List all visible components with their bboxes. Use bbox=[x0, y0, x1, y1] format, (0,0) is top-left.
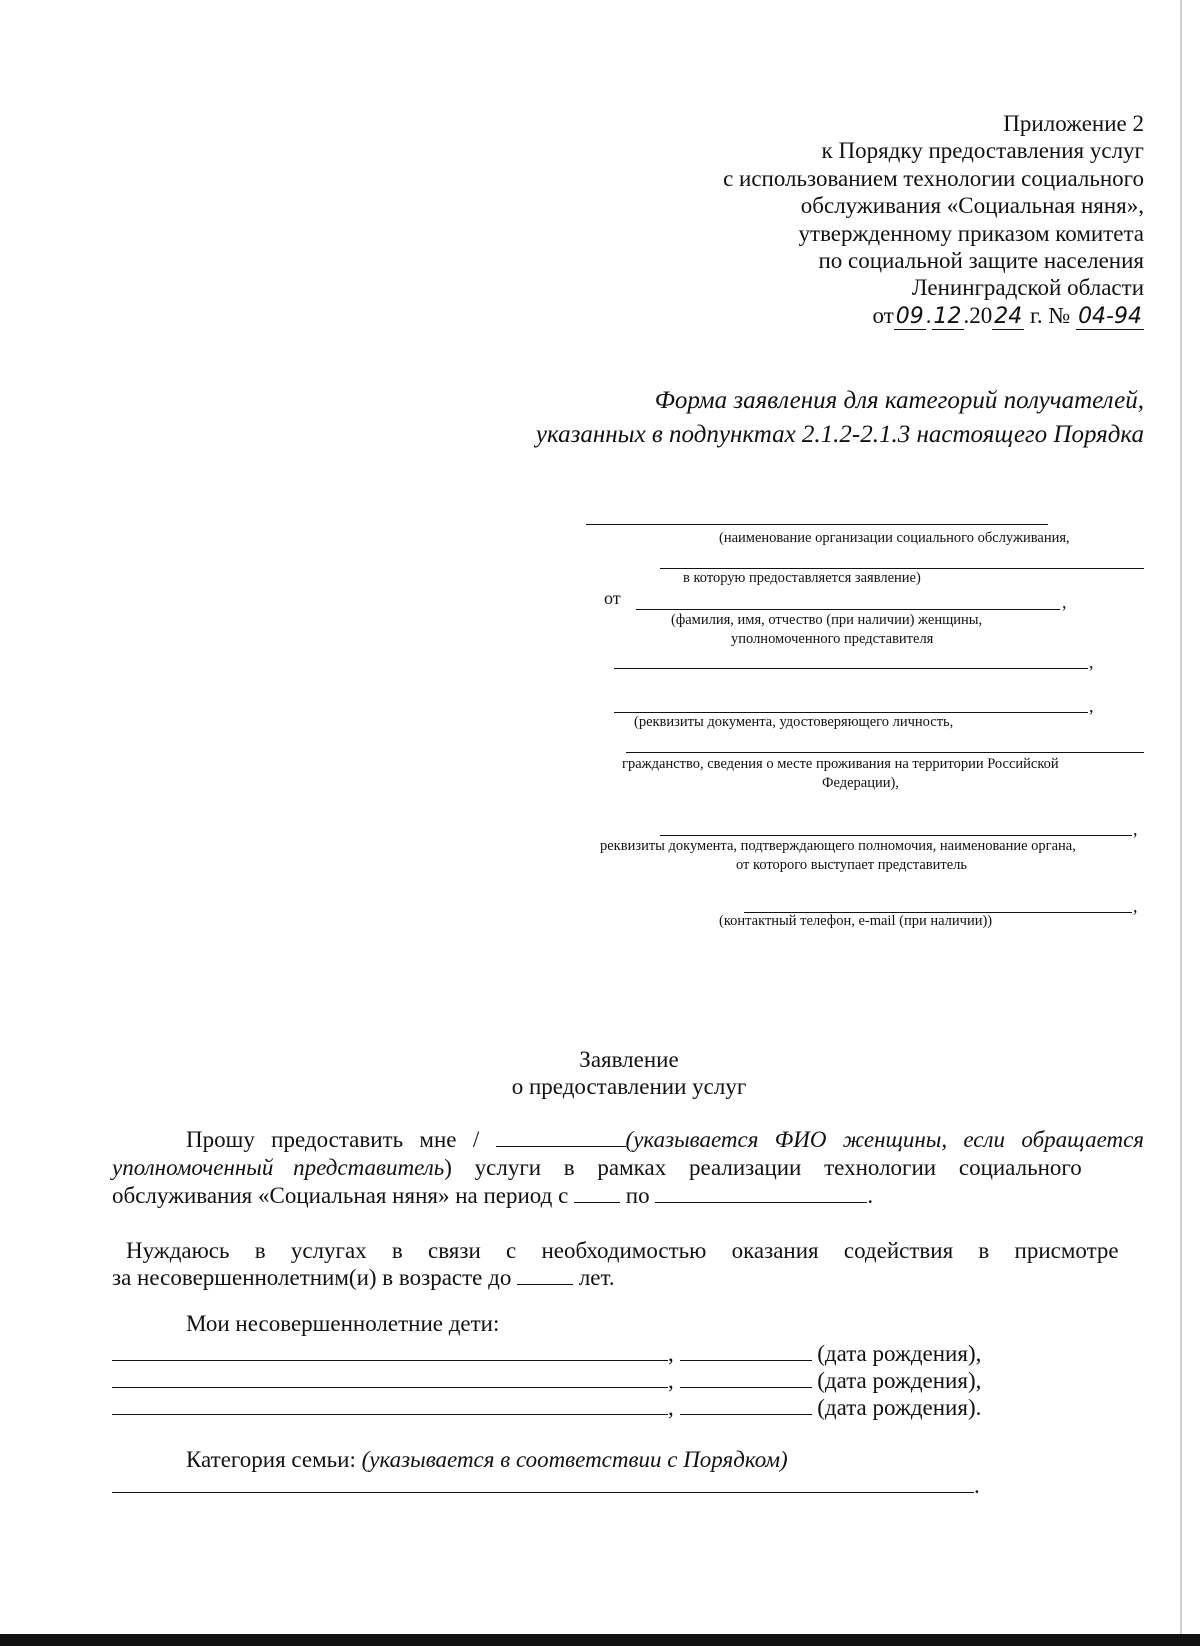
child-row: , (дата рождения), bbox=[112, 1367, 981, 1394]
child-row: , (дата рождения). bbox=[112, 1394, 981, 1421]
caption-org-1: (наименование организации социального обслуживания, bbox=[719, 530, 1070, 546]
request-hint: (указывается ФИО женщины, если обращается bbox=[625, 1127, 1144, 1152]
header-line: по социальной защите населения bbox=[818, 248, 1144, 274]
scan-edge bbox=[1180, 0, 1182, 1646]
request-line-3 bbox=[112, 1182, 873, 1209]
header-line: обслуживания «Социальная няня», bbox=[800, 193, 1144, 219]
period-from-blank[interactable] bbox=[574, 1184, 620, 1203]
handwritten-day: 09 bbox=[895, 303, 924, 329]
statement-subtitle: о предоставлении услуг bbox=[511, 1074, 747, 1099]
applicant-name-line[interactable] bbox=[636, 609, 1060, 610]
need-line-2 bbox=[112, 1264, 615, 1291]
period-end: . bbox=[867, 1183, 874, 1208]
caption-doc-3: Федерации), bbox=[822, 775, 899, 791]
years-label: лет. bbox=[578, 1265, 615, 1290]
category-hint: (указывается в соответствии с Порядком) bbox=[361, 1447, 788, 1472]
child-name-blank[interactable] bbox=[112, 1396, 668, 1415]
scan-bottom-edge bbox=[0, 1634, 1200, 1646]
caption-auth-1: реквизиты документа, подтверждающего полномочия, наименование органа, bbox=[600, 838, 1076, 854]
comma: , bbox=[1133, 819, 1138, 839]
authority-doc-line[interactable] bbox=[660, 835, 1132, 836]
family-category-fill bbox=[112, 1472, 980, 1499]
comma: , bbox=[1089, 652, 1094, 672]
children-label: Мои несовершеннолетние дети: bbox=[186, 1311, 500, 1336]
birth-date-label: (дата рождения). bbox=[817, 1395, 982, 1420]
comma: , bbox=[1133, 896, 1138, 916]
period-to-blank[interactable] bbox=[655, 1184, 867, 1203]
caption-contact: (контактный телефон, e-mail (при наличии)) bbox=[719, 913, 993, 929]
caption-auth-2: от которого выступает представитель bbox=[736, 857, 968, 873]
org-name-line-2[interactable] bbox=[660, 568, 1144, 569]
handwritten-number: 04-94 bbox=[1078, 303, 1142, 329]
child-birth-blank[interactable] bbox=[680, 1396, 812, 1415]
form-subtitle bbox=[536, 384, 1144, 452]
child-birth-blank[interactable] bbox=[680, 1369, 812, 1388]
statement-title: Заявление bbox=[579, 1047, 679, 1072]
header-line: с использованием технологии социального bbox=[723, 165, 1144, 191]
handwritten-year: 24 bbox=[994, 303, 1023, 329]
caption-fio-1: (фамилия, имя, отчество (при наличии) женщины, bbox=[671, 612, 983, 628]
representative-line[interactable] bbox=[614, 668, 1088, 669]
comma: , bbox=[1089, 696, 1094, 716]
header-line: к Порядку предоставления услуг bbox=[821, 138, 1144, 164]
age-label: за несовершеннолетним(и) в возрасте до bbox=[112, 1265, 512, 1290]
from-label: от bbox=[604, 588, 621, 608]
comma: , bbox=[1062, 592, 1067, 612]
period-label: обслуживания «Социальная няня» на период с bbox=[112, 1183, 569, 1208]
org-name-line[interactable] bbox=[586, 524, 1048, 525]
child-row: , (дата рождения), bbox=[112, 1340, 981, 1367]
representative-hint: уполномоченный представитель bbox=[112, 1155, 445, 1180]
caption-fio-2: уполномоченного представителя bbox=[731, 631, 934, 647]
child-name-blank[interactable] bbox=[112, 1369, 668, 1388]
appendix-header bbox=[723, 110, 1144, 330]
subtitle-line-1: Форма заявления для категорий получателей, bbox=[654, 387, 1144, 414]
header-line: утвержденному приказом комитета bbox=[798, 220, 1144, 246]
caption-org-2: в которую предоставляется заявление) bbox=[683, 570, 921, 586]
caption-doc-2: гражданство, сведения о месте проживания на территории Российской bbox=[622, 756, 1059, 772]
date-year-prefix: .20 bbox=[963, 302, 993, 328]
category-blank[interactable] bbox=[112, 1474, 974, 1493]
request-start: Прошу предоставить мне / bbox=[186, 1127, 480, 1152]
caption-doc-1: (реквизиты документа, удостоверяющего личность, bbox=[634, 714, 954, 730]
number-label: г. № bbox=[1030, 302, 1071, 328]
date-prefix: от bbox=[872, 302, 894, 328]
header-line: Приложение 2 bbox=[1003, 111, 1144, 136]
birth-date-label: (дата рождения), bbox=[817, 1341, 982, 1366]
request-line-1 bbox=[186, 1126, 1144, 1153]
header-line: Ленинградской области bbox=[911, 275, 1144, 301]
child-birth-blank[interactable] bbox=[680, 1342, 812, 1361]
order-date-line: от09.12.2024 г. № 04-94 bbox=[872, 302, 1142, 329]
citizenship-line[interactable] bbox=[626, 752, 1144, 753]
child-name-blank[interactable] bbox=[112, 1342, 668, 1361]
category-label: Категория семьи: bbox=[186, 1447, 356, 1472]
need-line-1: Нуждаюсь в услугах в связи с необходимостью оказания содействия в присмотре bbox=[126, 1238, 1119, 1263]
request-line-2 bbox=[112, 1154, 1144, 1181]
subtitle-line-2: указанных в подпунктах 2.1.2-2.1.3 настоящего Порядка bbox=[535, 421, 1144, 448]
final-dot: . bbox=[974, 1473, 980, 1498]
request-line-2-text: ) услуги в рамках реализации технологии социального bbox=[444, 1155, 1082, 1180]
identity-doc-line[interactable] bbox=[614, 712, 1088, 713]
age-blank[interactable] bbox=[517, 1266, 573, 1285]
period-to-label: по bbox=[625, 1183, 650, 1208]
birth-date-label: (дата рождения), bbox=[817, 1368, 982, 1393]
fio-blank[interactable] bbox=[496, 1128, 626, 1147]
family-category-line bbox=[186, 1446, 788, 1473]
handwritten-month: 12 bbox=[933, 303, 962, 329]
